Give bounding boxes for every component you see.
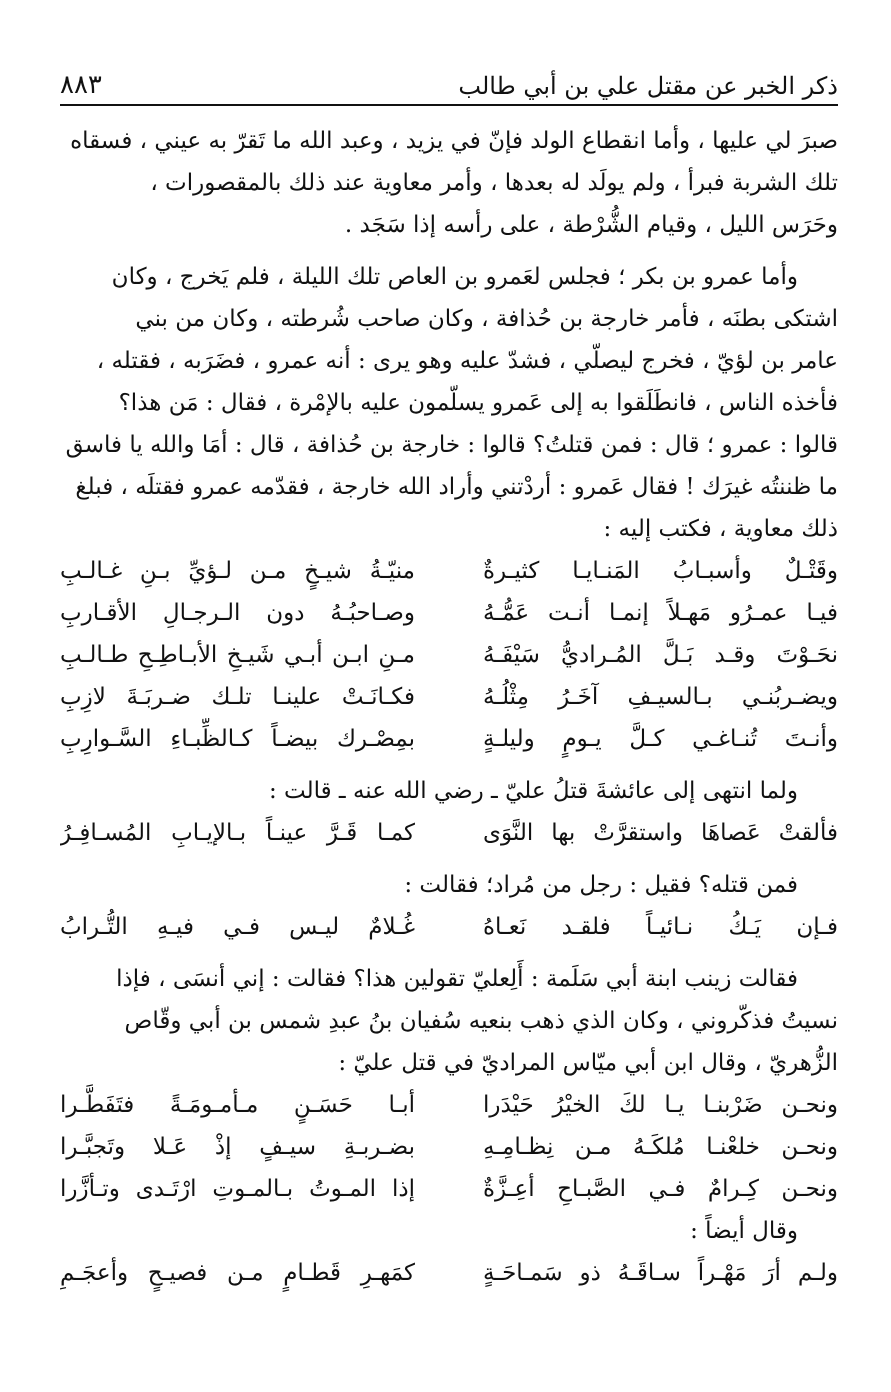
second-hemistich: مـنِ ابـن أبـي شَيـخِ الأبـاطِـحِ طـالـبِ: [60, 642, 415, 668]
first-hemistich: ولـم أرَ مَهْـراً سـاقَـهُ ذو سَمـاحَـةٍ: [483, 1260, 838, 1286]
verse-line: [60, 550, 838, 592]
page: [60, 60, 838, 1294]
verse-line: [60, 1126, 838, 1168]
text-line: اشتكى بطنَه ، فأمر خارجة بن حُذافة ، وكان صاحب شُرطته ، وكان من بني: [135, 306, 838, 332]
poem-2: [60, 812, 838, 854]
verse-line: [60, 592, 838, 634]
text-line: وأما عمرو بن بكر ؛ فجلس لعَمرو بن العاص تلك الليلة ، فلم يَخرج ، وكان: [111, 264, 798, 290]
verse-line: [60, 676, 838, 718]
first-hemistich: ونحـن خلعْنـا مُلكَـهُ مـن نِظـامِـهِ: [483, 1134, 838, 1160]
poem-5: [60, 1252, 838, 1294]
page-number: ٨٨٣: [60, 70, 102, 100]
first-hemistich: فيـا عمـرُو مَهـلاً إنمـا أنـت عَمُّـهُ: [483, 600, 838, 626]
second-hemistich: وصـاحبُـهُ دون الـرجـالِ الأقـاربِ: [60, 600, 415, 626]
verse-line: [60, 634, 838, 676]
running-header: [60, 60, 838, 106]
paragraph-2: [60, 256, 838, 550]
text-line: تلك الشربة فبرأ ، ولم يولَد له بعدها ، وأمر معاوية عند ذلك بالمقصورات ،: [150, 170, 838, 196]
second-hemistich: كمـا قَـرَّ عينـاً بـالإيـابِ المُسـافِـرُ: [60, 820, 415, 846]
paragraph-1: [60, 120, 838, 246]
text-line: ولما انتهى إلى عائشةَ قتلُ عليّ ـ رضي الله عنه ـ قالت :: [268, 778, 798, 804]
text-line: وحَرَس الليل ، وقيام الشُّرْطة ، على رأسه إذا سَجَد .: [344, 212, 838, 238]
text-line: فمن قتله؟ فقيل : رجل من مُراد؛ فقالت :: [404, 872, 798, 898]
second-hemistich: فكـانَـتْ علينـا تلـك ضـربَـةَ لازِبِ: [60, 684, 415, 710]
first-hemistich: وأنـتَ تُنـاغـي كـلَّ يـومٍ وليلـةٍ: [483, 726, 838, 752]
first-hemistich: ويضـربُنـي بـالسيـفِ آخَـرُ مِثْلُـهُ: [483, 684, 838, 710]
first-hemistich: نحَـوْتَ وقـد بَـلَّ المُـراديُّ سَيْفَـهُ: [483, 642, 838, 668]
text-line: صبرَ لي عليها ، وأما انقطاع الولد فإنّ في يزيد ، وعبد الله ما تَقرّ به عيني ، فسقاه: [70, 128, 838, 154]
verse-line: [60, 1084, 838, 1126]
first-hemistich: فألقتْ عَصاهَا واستقرَّتْ بها النَّوَى: [483, 820, 838, 846]
text-line: نسيتُ فذكّروني ، وكان الذي ذهب بنعيه سُفيان بنُ عبدِ شمس بن أبي وقّاص: [124, 1008, 838, 1034]
second-hemistich: أبـا حَسَـنٍ مـأمـومَـةً فتَفَطَّـرا: [60, 1092, 415, 1118]
verse-line: [60, 718, 838, 760]
first-hemistich: فـإن يَـكُ نـائيـاً فلقـد نَعـاهُ: [483, 914, 838, 940]
first-hemistich: ونحـن كِـرامٌ فـي الصَّبـاحِ أعِـزَّةٌ: [483, 1176, 838, 1202]
verse-line: [60, 812, 838, 854]
text-line: ما ظننتُه غيرَك ! فقال عَمرو : أردْتني وأراد الله خارجة ، فقدّمه عمرو فقتلَه ، فبلغ: [75, 474, 838, 500]
poem-3: [60, 906, 838, 948]
first-hemistich: ونحـن ضَرْبنـا يـا لكَ الخيْرُ حَيْدَرا: [483, 1092, 838, 1118]
text-line: الزُّهريّ ، وقال ابن أبي ميّاس المراديّ في قتل عليّ :: [338, 1050, 838, 1076]
second-hemistich: منيّـةُ شيـخٍ مـن لـؤيِّ بـنِ غـالـبِ: [60, 558, 415, 584]
second-hemistich: بمِصْـرك بيضـاً كـالظِّبـاءِ السَّـوارِبِ: [60, 726, 415, 752]
poem-1: [60, 550, 838, 760]
text-line: عامر بن لؤيّ ، فخرج ليصلّي ، فشدّ عليه وهو يرى : أنه عمرو ، فضَرَبه ، فقتله ،: [96, 348, 838, 374]
verse-line: [60, 1168, 838, 1210]
second-hemistich: بضـربـةِ سيـفٍ إذْ عَـلا وتَجبَّـرا: [60, 1134, 415, 1160]
first-hemistich: وقَتْـلٌ وأسبـابُ المَنـايـا كثيـرةٌ: [483, 558, 838, 584]
page-body: [60, 120, 838, 1294]
text-line: قالوا : عمرو ؛ قال : فمن قتلتُ؟ قالوا : خارجة بن حُذافة ، قال : أمَا والله يا فاسق: [65, 432, 838, 458]
second-hemistich: إذا المـوتُ بـالمـوتِ ارْتَـدى وتـأزَّرا: [60, 1176, 415, 1202]
text-line: وقال أيضاً :: [690, 1218, 798, 1244]
verse-line: [60, 906, 838, 948]
text-line: فأخذه الناس ، فانطَلَقوا به إلى عَمرو يسلّمون عليه بالإمْرة ، فقال : مَن هذا؟: [118, 390, 838, 416]
second-hemistich: غُـلامٌ ليـس فـي فيـهِ التُّـرابُ: [60, 914, 415, 940]
text-line: فقالت زينب ابنة أبي سَلَمة : أَلِعليّ تقولين هذا؟ فقالت : إني أنسَى ، فإذا: [116, 966, 798, 992]
text-line: ذلك معاوية ، فكتب إليه :: [603, 516, 838, 542]
second-hemistich: كمَهـرِ قَطـامٍ مـن فصيـحٍ وأعجَـمِ: [60, 1260, 415, 1286]
poem-4: [60, 1084, 838, 1210]
verse-line: [60, 1252, 838, 1294]
paragraph-5: [60, 958, 838, 1084]
chapter-title: ذكر الخبر عن مقتل علي بن أبي طالب: [458, 72, 838, 100]
